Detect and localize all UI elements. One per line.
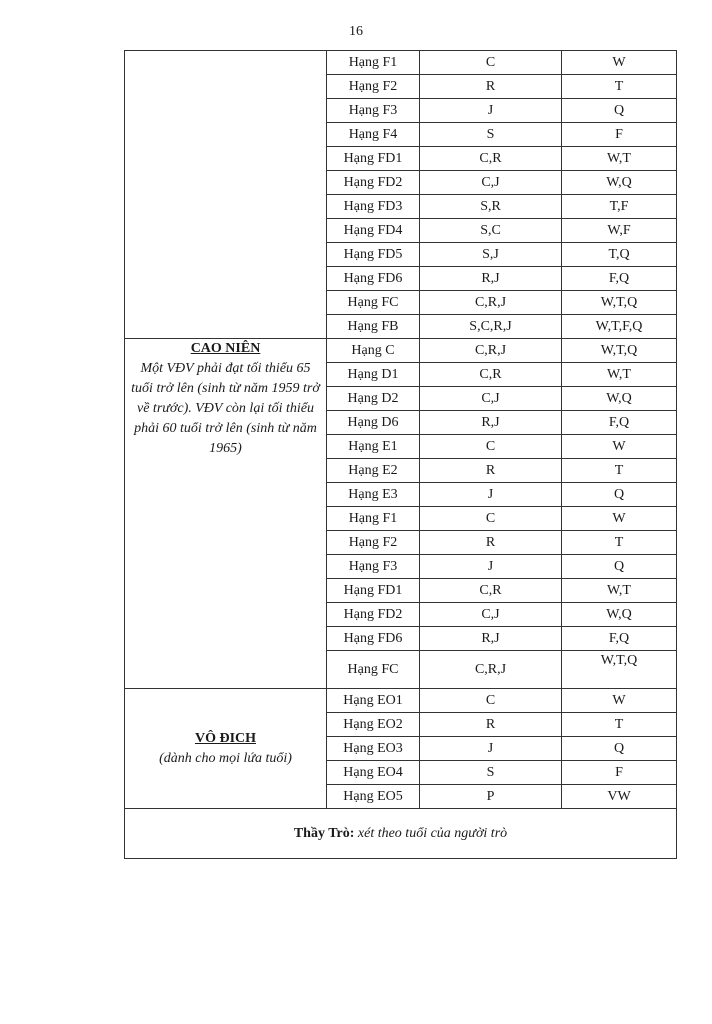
class-name-cell: Hạng FC	[327, 291, 420, 315]
code-a-cell: C,R,J	[420, 339, 562, 363]
code-b-cell: W	[562, 435, 677, 459]
code-a-cell: C,R	[420, 363, 562, 387]
code-b-cell: F,Q	[562, 627, 677, 651]
category-description: Một VĐV phải đạt tối thiểu 65 tuổi trở lên (sinh từ năm 1959 trở về trước). VĐV còn lại tối thiểu phải 60 tuổi trở lên (sinh từ năm 1965)	[131, 361, 320, 456]
code-a-cell: C	[420, 507, 562, 531]
code-b-cell: W,F	[562, 219, 677, 243]
category-title: VÔ ĐICH	[194, 730, 257, 746]
code-a-cell: C,R	[420, 147, 562, 171]
code-b-cell: W,T	[562, 363, 677, 387]
code-b-cell: VW	[562, 785, 677, 809]
code-b-cell: T	[562, 713, 677, 737]
code-b-cell: F	[562, 123, 677, 147]
class-name-cell: Hạng C	[327, 339, 420, 363]
code-b-cell: W,T,Q	[562, 291, 677, 315]
code-a-cell: S	[420, 761, 562, 785]
class-name-cell: Hạng F1	[327, 51, 420, 75]
table-row	[125, 689, 677, 713]
table-row	[125, 51, 677, 75]
code-b-cell: F	[562, 761, 677, 785]
code-a-cell: C	[420, 689, 562, 713]
class-name-cell: Hạng EO4	[327, 761, 420, 785]
class-name-cell: Hạng F2	[327, 531, 420, 555]
footer-text: xét theo tuổi của người trò	[354, 825, 508, 841]
class-name-cell: Hạng F3	[327, 555, 420, 579]
class-name-cell: Hạng EO1	[327, 689, 420, 713]
code-b-cell: W,Q	[562, 171, 677, 195]
code-b-cell: W,Q	[562, 387, 677, 411]
code-a-cell: R	[420, 531, 562, 555]
class-name-cell: Hạng F2	[327, 75, 420, 99]
code-a-cell: S,C	[420, 219, 562, 243]
code-b-cell: F,Q	[562, 267, 677, 291]
code-b-cell: W,T	[562, 579, 677, 603]
code-a-cell: C,J	[420, 387, 562, 411]
code-a-cell: S	[420, 123, 562, 147]
footer-note	[125, 809, 677, 859]
class-name-cell: Hạng D1	[327, 363, 420, 387]
category-title: CAO NIÊN	[190, 341, 261, 356]
page-number: 16	[349, 24, 363, 39]
code-a-cell: R	[420, 75, 562, 99]
code-b-cell: W,T,Q	[562, 651, 677, 689]
code-b-cell: W,T,Q	[562, 339, 677, 363]
code-a-cell: S,R	[420, 195, 562, 219]
footer-row	[125, 809, 677, 859]
class-name-cell: Hạng FC	[327, 651, 420, 689]
code-a-cell: C,J	[420, 171, 562, 195]
class-name-cell: Hạng FD6	[327, 267, 420, 291]
code-b-cell: Q	[562, 99, 677, 123]
category-description: (dành cho mọi lứa tuổi)	[159, 750, 292, 766]
code-b-cell: W,Q	[562, 603, 677, 627]
class-name-cell: Hạng FD1	[327, 147, 420, 171]
code-b-cell: W,T	[562, 147, 677, 171]
class-name-cell: Hạng FD2	[327, 171, 420, 195]
code-a-cell: P	[420, 785, 562, 809]
code-a-cell: C	[420, 435, 562, 459]
code-a-cell: S,J	[420, 243, 562, 267]
code-a-cell: J	[420, 483, 562, 507]
code-a-cell: J	[420, 555, 562, 579]
code-a-cell: R	[420, 713, 562, 737]
class-name-cell: Hạng F3	[327, 99, 420, 123]
code-a-cell: C,R,J	[420, 651, 562, 689]
class-name-cell: Hạng E2	[327, 459, 420, 483]
code-a-cell: C,R,J	[420, 291, 562, 315]
code-b-cell: T	[562, 75, 677, 99]
code-b-cell: Q	[562, 483, 677, 507]
class-name-cell: Hạng F1	[327, 507, 420, 531]
class-name-cell: Hạng FD1	[327, 579, 420, 603]
class-name-cell: Hạng FB	[327, 315, 420, 339]
code-a-cell: R,J	[420, 627, 562, 651]
class-name-cell: Hạng FD2	[327, 603, 420, 627]
class-name-cell: Hạng FD6	[327, 627, 420, 651]
code-b-cell: T,Q	[562, 243, 677, 267]
code-a-cell: J	[420, 99, 562, 123]
code-b-cell: T,F	[562, 195, 677, 219]
code-a-cell: C	[420, 51, 562, 75]
age-class-table	[124, 50, 677, 859]
code-a-cell: S,C,R,J	[420, 315, 562, 339]
code-b-cell: W,T,F,Q	[562, 315, 677, 339]
category-cell	[125, 51, 327, 339]
class-name-cell: Hạng D6	[327, 411, 420, 435]
code-a-cell: R,J	[420, 411, 562, 435]
code-b-cell: W	[562, 689, 677, 713]
class-name-cell: Hạng EO3	[327, 737, 420, 761]
code-a-cell: J	[420, 737, 562, 761]
code-a-cell: R,J	[420, 267, 562, 291]
class-name-cell: Hạng FD4	[327, 219, 420, 243]
class-name-cell: Hạng FD3	[327, 195, 420, 219]
code-b-cell: W	[562, 51, 677, 75]
code-b-cell: W	[562, 507, 677, 531]
code-b-cell: Q	[562, 555, 677, 579]
category-cell	[125, 689, 327, 809]
table-row	[125, 339, 677, 363]
class-name-cell: Hạng FD5	[327, 243, 420, 267]
code-a-cell: C,J	[420, 603, 562, 627]
class-name-cell: Hạng D2	[327, 387, 420, 411]
class-name-cell: Hạng F4	[327, 123, 420, 147]
code-b-cell: T	[562, 531, 677, 555]
code-b-cell: T	[562, 459, 677, 483]
code-a-cell: C,R	[420, 579, 562, 603]
footer-label: Thầy Trò:	[293, 825, 355, 841]
class-name-cell: Hạng E3	[327, 483, 420, 507]
code-b-cell: Q	[562, 737, 677, 761]
class-name-cell: Hạng EO5	[327, 785, 420, 809]
category-cell	[125, 339, 327, 689]
code-a-cell: R	[420, 459, 562, 483]
code-b-cell: F,Q	[562, 411, 677, 435]
class-name-cell: Hạng EO2	[327, 713, 420, 737]
class-name-cell: Hạng E1	[327, 435, 420, 459]
